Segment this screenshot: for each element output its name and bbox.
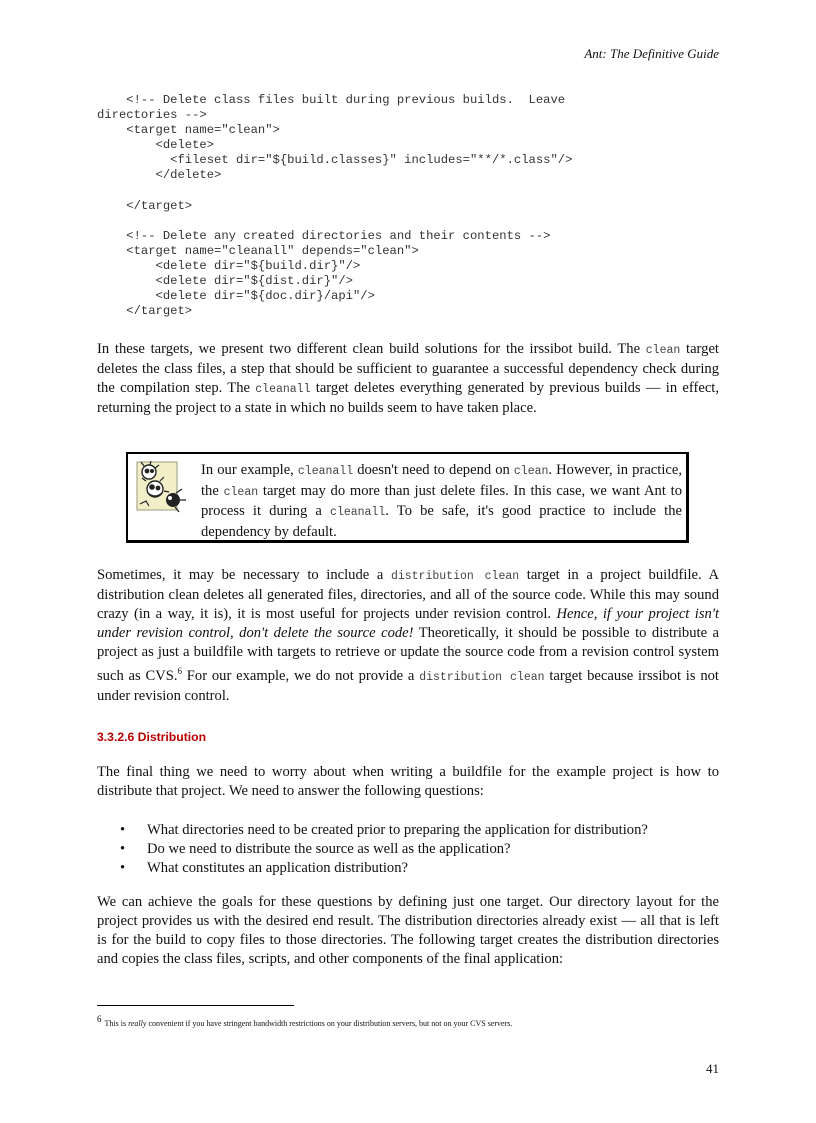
tip-box bbox=[126, 452, 689, 543]
tip-text: In our example, cleanall doesn't need to depend on clean. However, in practice, the clean target may do more than just delete files. In this case, we want Ant to process it during a cleanall. To be safe, it's good practice to include the dependency by default. bbox=[201, 462, 682, 540]
inline-code: clean bbox=[223, 485, 259, 499]
inline-code: clean bbox=[645, 344, 681, 357]
paragraph-distribution-clean: Sometimes, it may be necessary to include a distribution clean target in a project buildfile. A distribution clean deletes all generated files, directories, and all of the source code. While this may sound crazy (in a way, it is), it is most useful for projects under revision control. Hence, if your project isn't under revision control, don't delete the source code! Theoretically, it should be possible to distribute a project as just a buildfile with targets to retrieve or update the source code from a revision control system such as CVS.$^6$ For our example, we do not provide a distribution clean target because irssibot is not under revision control. bbox=[97, 567, 719, 704]
inline-code: distribution clean bbox=[419, 670, 545, 684]
inline-code: cleanall bbox=[255, 383, 311, 396]
list-item: • What constitutes an application distribution? bbox=[120, 859, 648, 878]
code-block: <!-- Delete class files built during previous builds. Leave directories --> <target name="clean"> <delete> <fileset dir="${build.classes}" includes="**/*.class"/> </delete> </target> <!-- Delete any created directories and their contents --> <target name="cleanall" depends="clean"> <delete dir="${build.dir}"/> <delete dir="${dist.dir}"/> <delete dir="${doc.dir}/api"/> </target> bbox=[97, 93, 573, 319]
list-item: • What directories need to be created prior to preparing the application for distribution? bbox=[120, 821, 648, 840]
running-header: Ant: The Definitive Guide bbox=[584, 46, 719, 61]
inline-code: distribution clean bbox=[390, 570, 520, 583]
footnote-divider bbox=[97, 1005, 294, 1006]
inline-code: cleanall bbox=[330, 506, 386, 520]
questions-list bbox=[120, 821, 648, 878]
paragraph-clean-targets: In these targets, we present two different clean build solutions for the irssibot build. The clean target deletes the class files, a step that should be sufficient to guarantee a successful dependency check during the compilation step. The cleanall target deletes everything generated by previous builds — in effect, returning the project to a state in which no builds seem to have taken place. bbox=[97, 341, 719, 416]
inline-code: clean bbox=[513, 465, 549, 478]
list-item: • Do we need to distribute the source as well as the application? bbox=[120, 840, 648, 859]
footnote-reference: 6 bbox=[177, 666, 183, 676]
inline-code: cleanall bbox=[297, 465, 354, 478]
paragraph-distribution-target: We can achieve the goals for these questions by defining just one target. Our directory layout for the project provides us with the desired end result. The distribution directories already exist — all that is left is for the build to copy files to those directories. The following target creates the distribution directories and copies the class files, scripts, and other components of the final application: bbox=[97, 894, 719, 967]
page-number: 41 bbox=[706, 1061, 719, 1076]
paragraph-intro-questions: The final thing we need to worry about when writing a buildfile for the example project is how to distribute that project. We need to answer the following questions: bbox=[97, 764, 719, 799]
tip-animal-icon bbox=[136, 460, 188, 514]
section-heading: 3.3.2.6 Distribution bbox=[97, 730, 207, 744]
footnote: $^6$ This is really convenient if you have stringent bandwidth restrictions on your distribution servers, but not on your CVS servers. bbox=[97, 1014, 513, 1028]
